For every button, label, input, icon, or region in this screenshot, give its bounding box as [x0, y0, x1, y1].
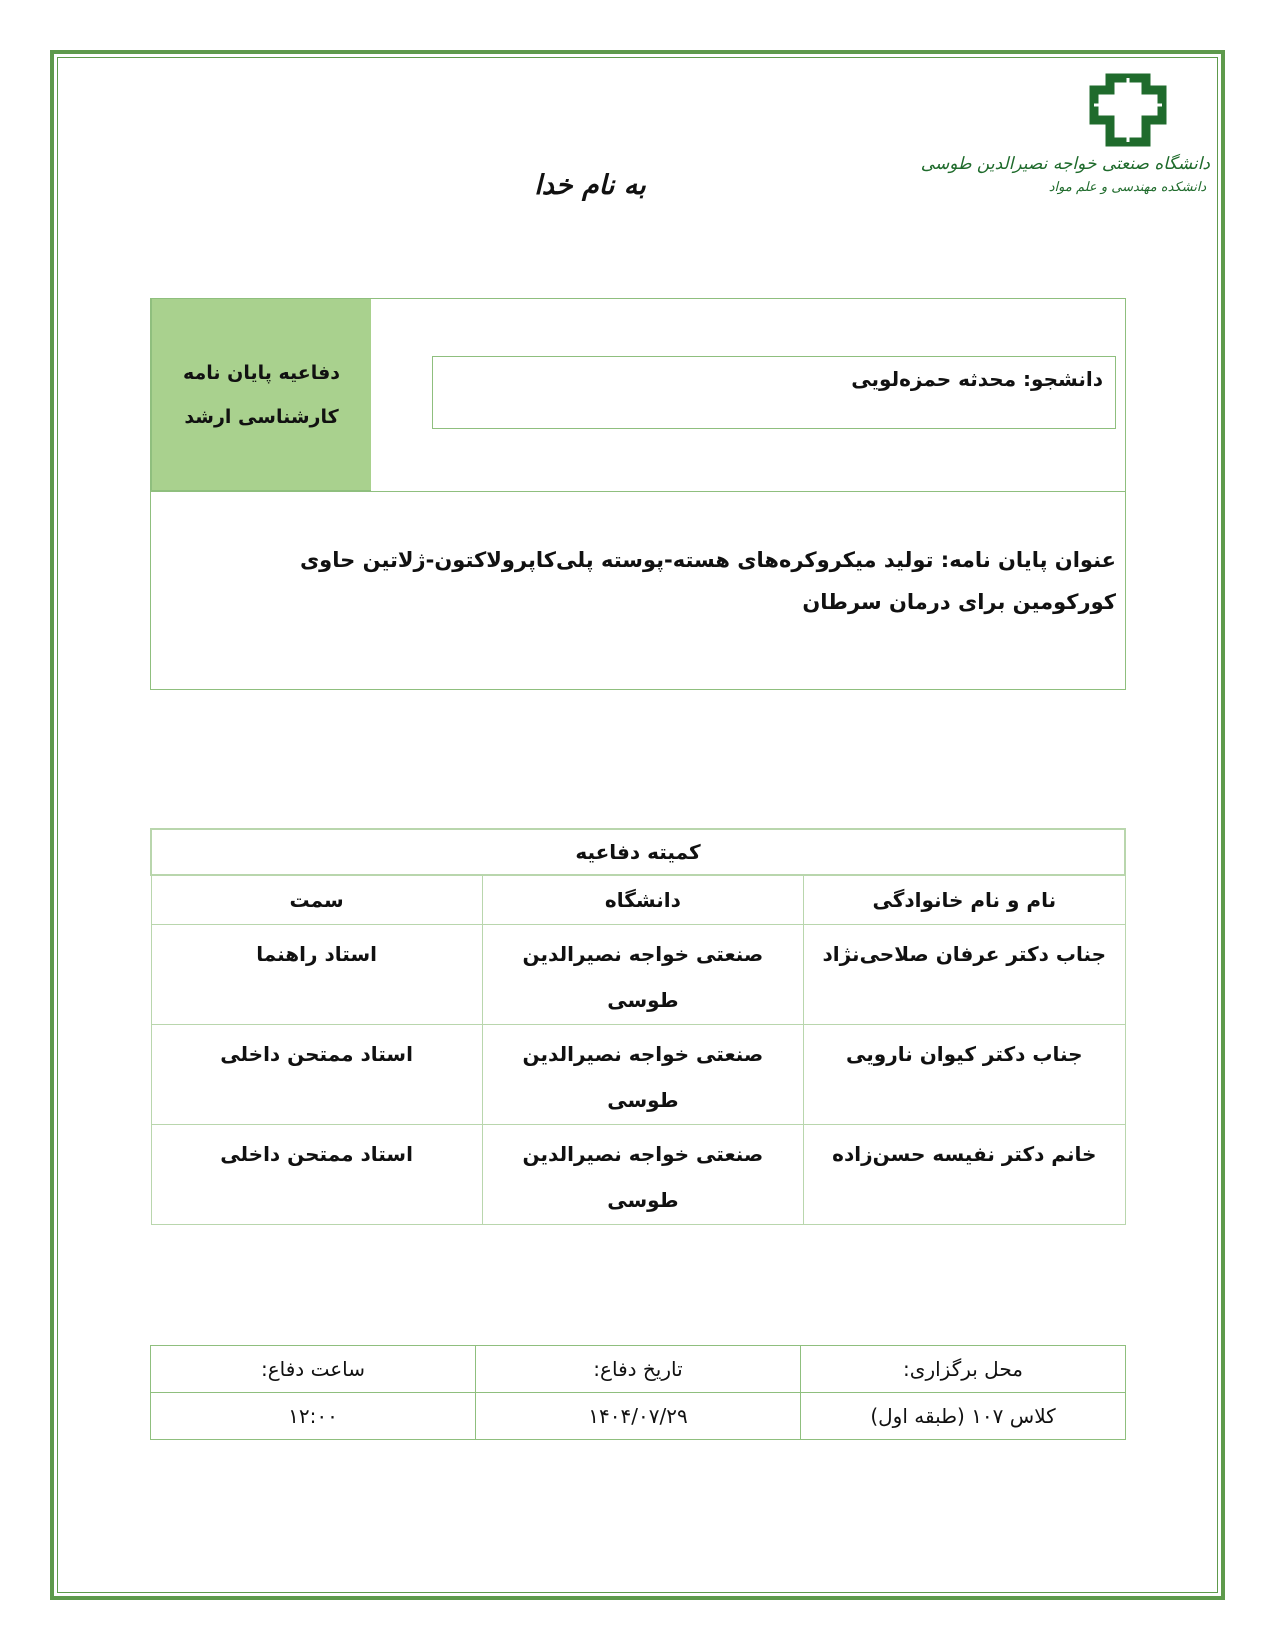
member-university-text: صنعتی خواجه نصیرالدین طوسی: [522, 1042, 764, 1112]
logo-faculty-name: دانشکده مهندسی و علم مواد: [1048, 180, 1207, 195]
committee-table: [150, 828, 1126, 1225]
defense-details-table: [150, 1345, 1126, 1440]
time-value: ۱۲:۰۰: [151, 1393, 476, 1440]
defense-type-label: [151, 299, 371, 491]
university-emblem-icon: [1082, 70, 1174, 150]
time-label: ساعت دفاع:: [151, 1346, 476, 1393]
defense-type-line2: کارشناسی ارشد: [184, 405, 339, 428]
defense-type-line1: دفاعیه پایان نامه: [182, 361, 341, 384]
date-value: ۱۴۰۴/۰۷/۲۹: [476, 1393, 801, 1440]
basmala-heading: به نام خدا: [534, 170, 646, 201]
venue-value: کلاس ۱۰۷ (طبقه اول): [801, 1393, 1126, 1440]
date-label: تاریخ دفاع:: [476, 1346, 801, 1393]
committee-header-row: [151, 875, 1125, 925]
details-label-row: [151, 1346, 1126, 1393]
member-role: استاد ممتحن داخلی: [151, 1025, 482, 1125]
committee-caption-row: [151, 829, 1125, 875]
logo-university-name: دانشگاه صنعتی خواجه نصیرالدین طوسی: [920, 154, 1210, 174]
thesis-title: عنوان پایان نامه: تولید میکروکره‌های هسته-پوسته پلی‌کاپرولاکتون-ژلاتین حاوی کورکومین برای درمان سرطان: [299, 548, 1116, 614]
member-role: استاد ممتحن داخلی: [151, 1125, 482, 1225]
member-university: [482, 1125, 803, 1225]
member-name: جناب دکتر کیوان نارویی: [804, 1025, 1125, 1125]
table-row: [151, 925, 1125, 1025]
university-logo: [920, 70, 1210, 235]
student-name-field: دانشجو: محدثه حمزه‌لویی: [432, 356, 1116, 429]
member-university-text: صنعتی خواجه نصیرالدین طوسی: [522, 1142, 764, 1212]
committee-caption: کمیته دفاعیه: [151, 829, 1125, 875]
header-role: سمت: [151, 875, 482, 925]
box-divider: [151, 491, 1125, 492]
details-value-row: [151, 1393, 1126, 1440]
member-name: خانم دکتر نفیسه حسن‌زاده: [804, 1125, 1125, 1225]
table-row: [151, 1025, 1125, 1125]
table-row: [151, 1125, 1125, 1225]
venue-label: محل برگزاری:: [801, 1346, 1126, 1393]
header-university: دانشگاه: [482, 875, 803, 925]
member-name: جناب دکتر عرفان صلاحی‌نژاد: [804, 925, 1125, 1025]
member-university-text: صنعتی خواجه نصیرالدین طوسی: [522, 942, 764, 1012]
member-role: استاد راهنما: [151, 925, 482, 1025]
member-university: [482, 1025, 803, 1125]
header-name: نام و نام خانوادگی: [804, 875, 1125, 925]
defense-info-box: [150, 298, 1126, 690]
member-university: [482, 925, 803, 1025]
